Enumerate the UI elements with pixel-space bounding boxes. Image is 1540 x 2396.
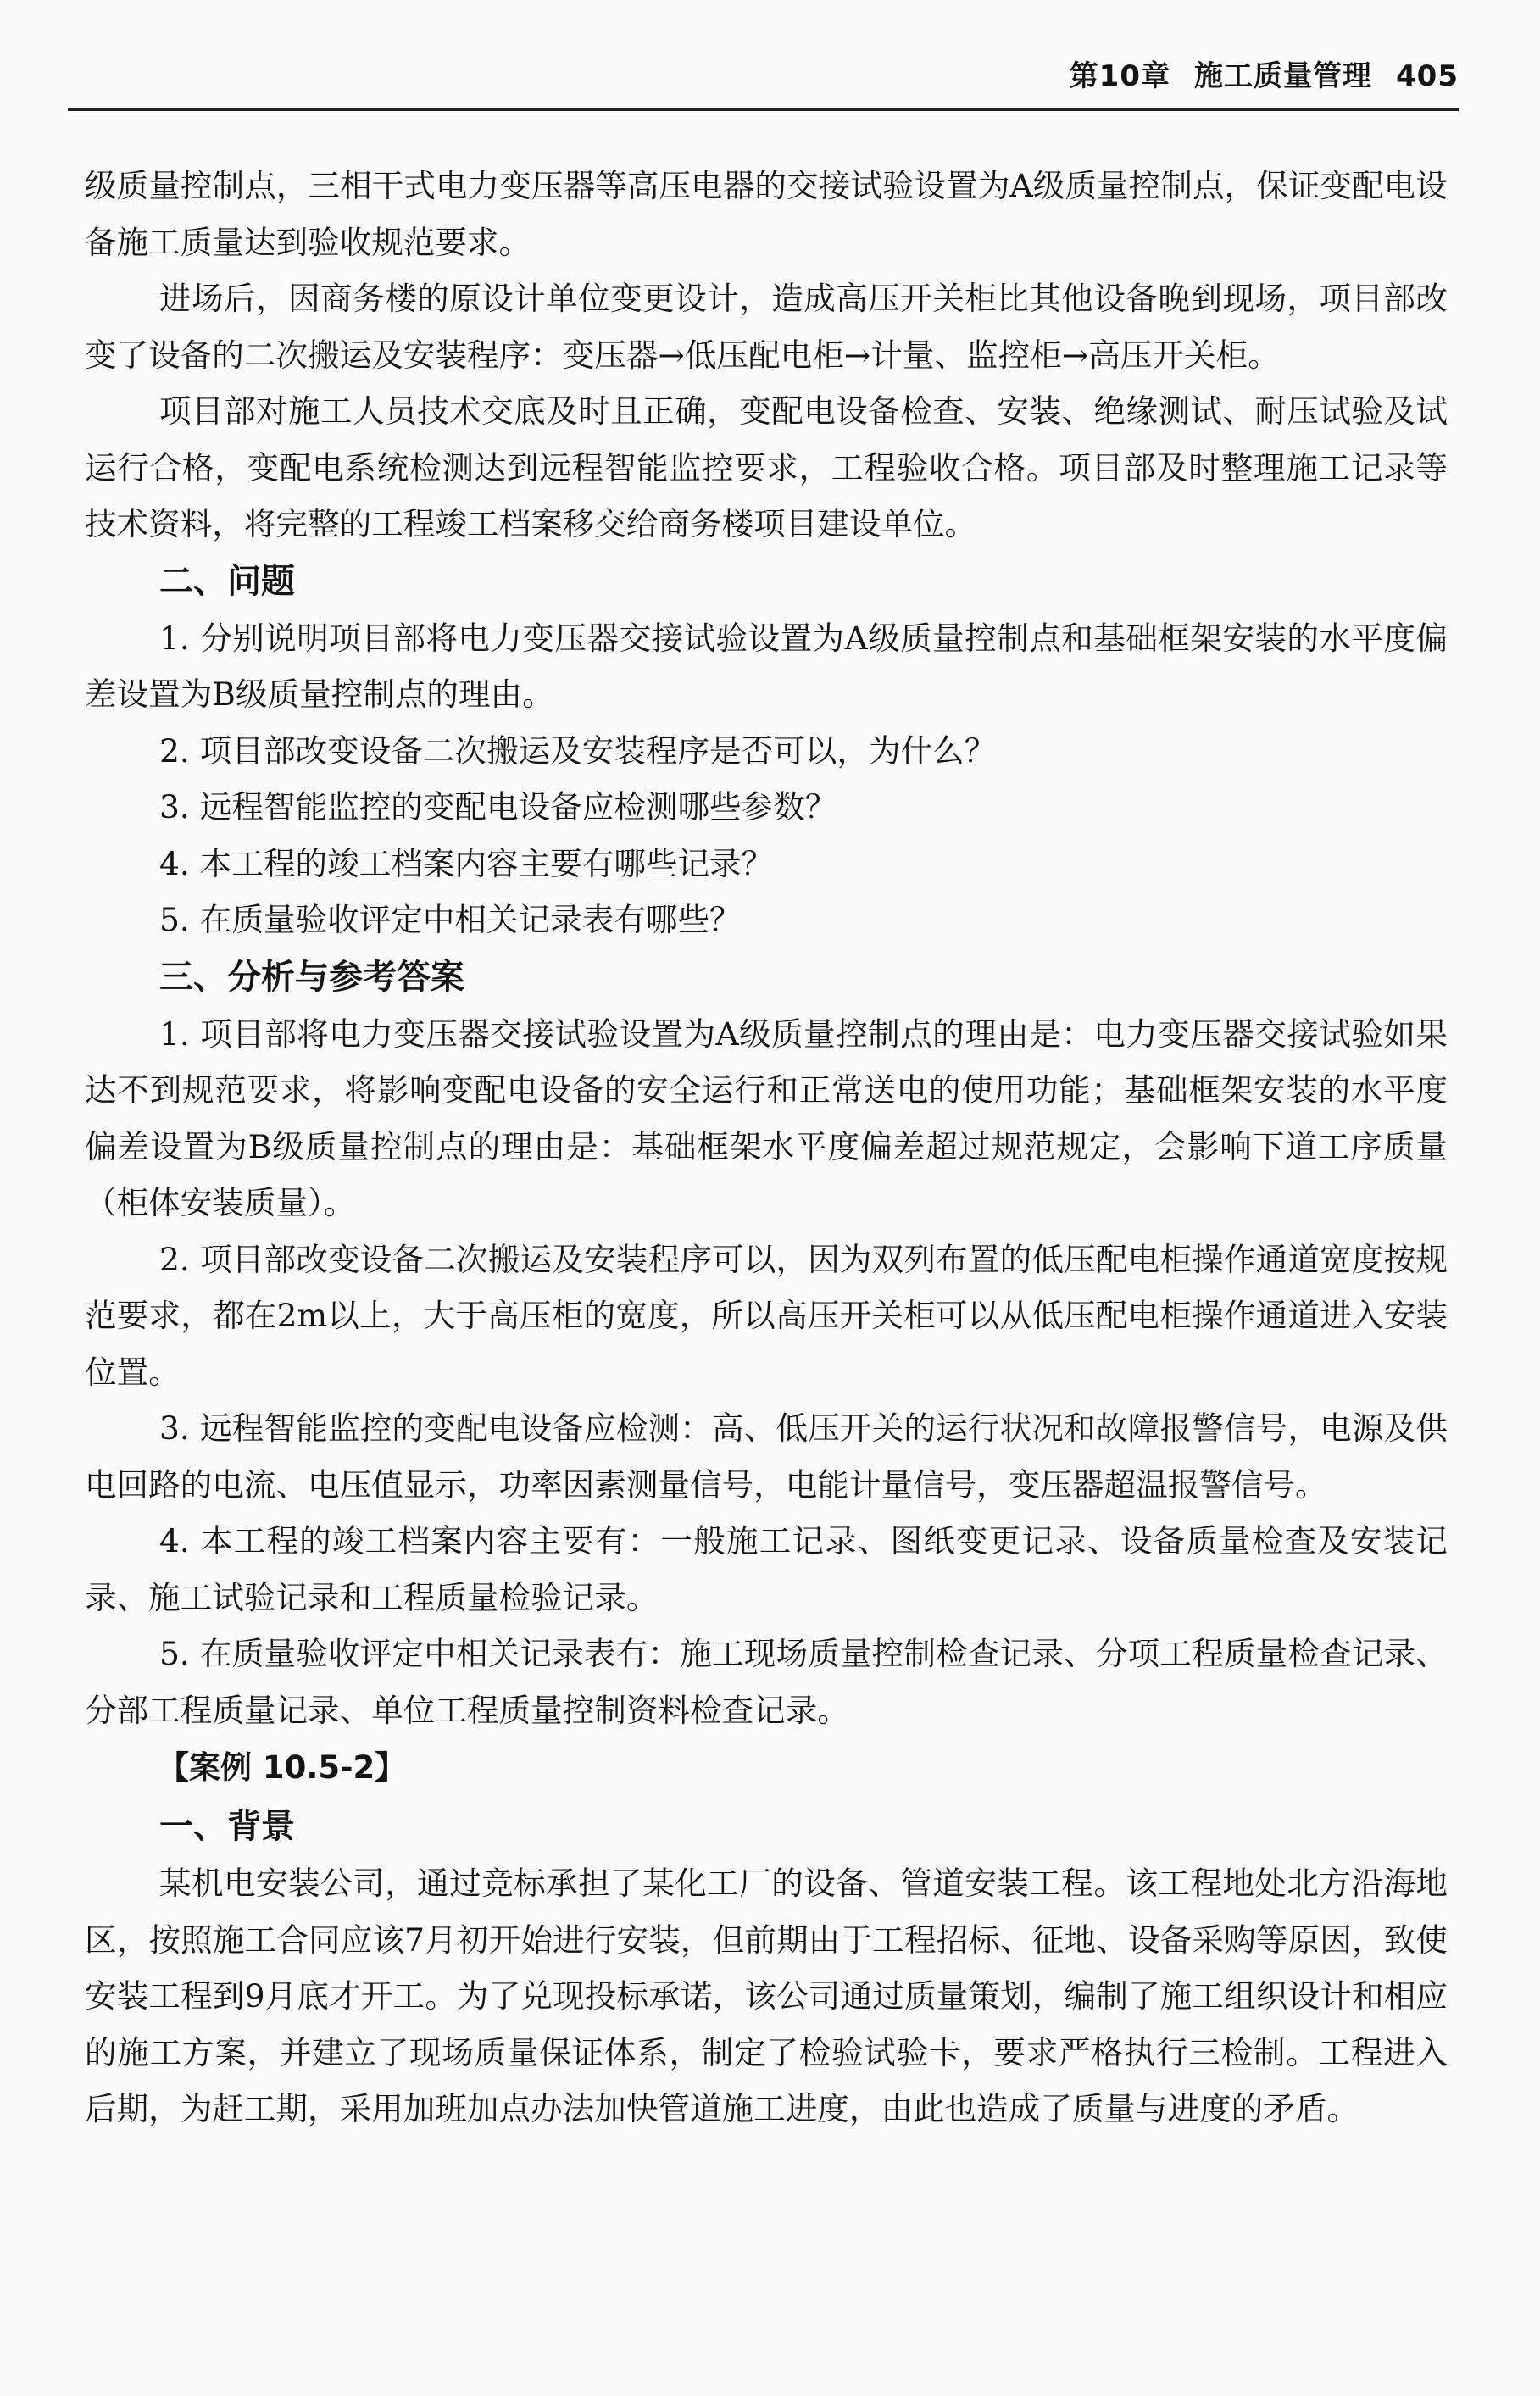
page-number: 405 bbox=[1396, 59, 1459, 93]
question-item: 5. 在质量验收评定中相关记录表有哪些？ bbox=[159, 901, 742, 938]
answer-item: 5. 在质量验收评定中相关记录表有：施工现场质量控制检查记录、分项工程质量检查记录、分部工程质量记录、单位工程质量控制资料检查记录。 bbox=[85, 1635, 1448, 1729]
page-body bbox=[85, 158, 1448, 2137]
chapter-title: 施工质量管理 bbox=[1194, 59, 1373, 93]
running-header bbox=[1046, 53, 1459, 94]
answer-item: 4. 本工程的竣工档案内容主要有：一般施工记录、图纸变更记录、设备质量检查及安装记录、施工试验记录和工程质量检验记录。 bbox=[85, 1522, 1448, 1616]
section-heading-questions: 二、问题 bbox=[159, 561, 295, 601]
case-label: 【案例 10.5-2】 bbox=[158, 1749, 407, 1786]
paragraph: 某机电安装公司，通过竞标承担了某化工厂的设备、管道安装工程。该工程地处北方沿海地区，按照施工合同应该7月初开始进行安装，但前期由于工程招标、征地、设备采购等原因，致使安装工程到9月底才开工。为了兑现投标承诺，该公司通过质量策划，编制了施工组织设计和相应的施工方案，并建立了现场质量保证体系，制定了检验试验卡，要求严格执行三检制。工程进入后期，为赶工期，采用加班加点办法加快管道施工进度，由此也造成了质量与进度的矛盾。 bbox=[85, 1865, 1448, 2127]
paragraph: 项目部对施工人员技术交底及时且正确，变配电设备检查、安装、绝缘测试、耐压试验及试运行合格，变配电系统检测达到远程智能监控要求，工程验收合格。项目部及时整理施工记录等技术资料，将完整的工程竣工档案移交给商务楼项目建设单位。 bbox=[85, 392, 1448, 542]
question-item: 2. 项目部改变设备二次搬运及安装程序是否可以，为什么？ bbox=[159, 731, 997, 770]
header-rule bbox=[68, 108, 1459, 111]
question-item: 1. 分别说明项目部将电力变压器交接试验设置为A级质量控制点和基础框架安装的水平度偏差设置为B级质量控制点的理由。 bbox=[85, 619, 1448, 713]
answer-item: 2. 项目部改变设备二次搬运及安装程序可以，因为双列布置的低压配电柜操作通道宽度按规范要求，都在2m以上，大于高压柜的宽度，所以高压开关柜可以从低压配电柜操作通道进入安装位置。 bbox=[85, 1240, 1448, 1391]
question-item: 3. 远程智能监控的变配电设备应检测哪些参数？ bbox=[159, 788, 837, 826]
answer-item: 3. 远程智能监控的变配电设备应检测：高、低压开关的运行状况和故障报警信号，电源及供电回路的电流、电压值显示，功率因素测量信号，电能计量信号，变压器超温报警信号。 bbox=[85, 1409, 1448, 1504]
paragraph: 进场后，因商务楼的原设计单位变更设计，造成高压开关柜比其他设备晚到现场，项目部改变了设备的二次搬运及安装程序：变压器→低压配电柜→计量、监控柜→高压开关柜。 bbox=[85, 280, 1448, 374]
section-heading-background: 一、背景 bbox=[159, 1807, 295, 1846]
answer-item: 1. 项目部将电力变压器交接试验设置为A级质量控制点的理由是：电力变压器交接试验如果达不到规范要求，将影响变配电设备的安全运行和正常送电的使用功能；基础框架安装的水平度偏差设置为B级质量控制点的理由是：基础框架水平度偏差超过规范规定，会影响下道工序质量（柜体安装质量）。 bbox=[85, 1015, 1448, 1221]
chapter-number: 第10章 bbox=[1069, 59, 1171, 93]
section-heading-answers: 三、分析与参考答案 bbox=[159, 957, 464, 997]
question-item: 4. 本工程的竣工档案内容主要有哪些记录？ bbox=[159, 844, 774, 882]
paragraph: 级质量控制点，三相干式电力变压器等高压电器的交接试验设置为A级质量控制点，保证变配电设备施工质量达到验收规范要求。 bbox=[85, 167, 1448, 261]
